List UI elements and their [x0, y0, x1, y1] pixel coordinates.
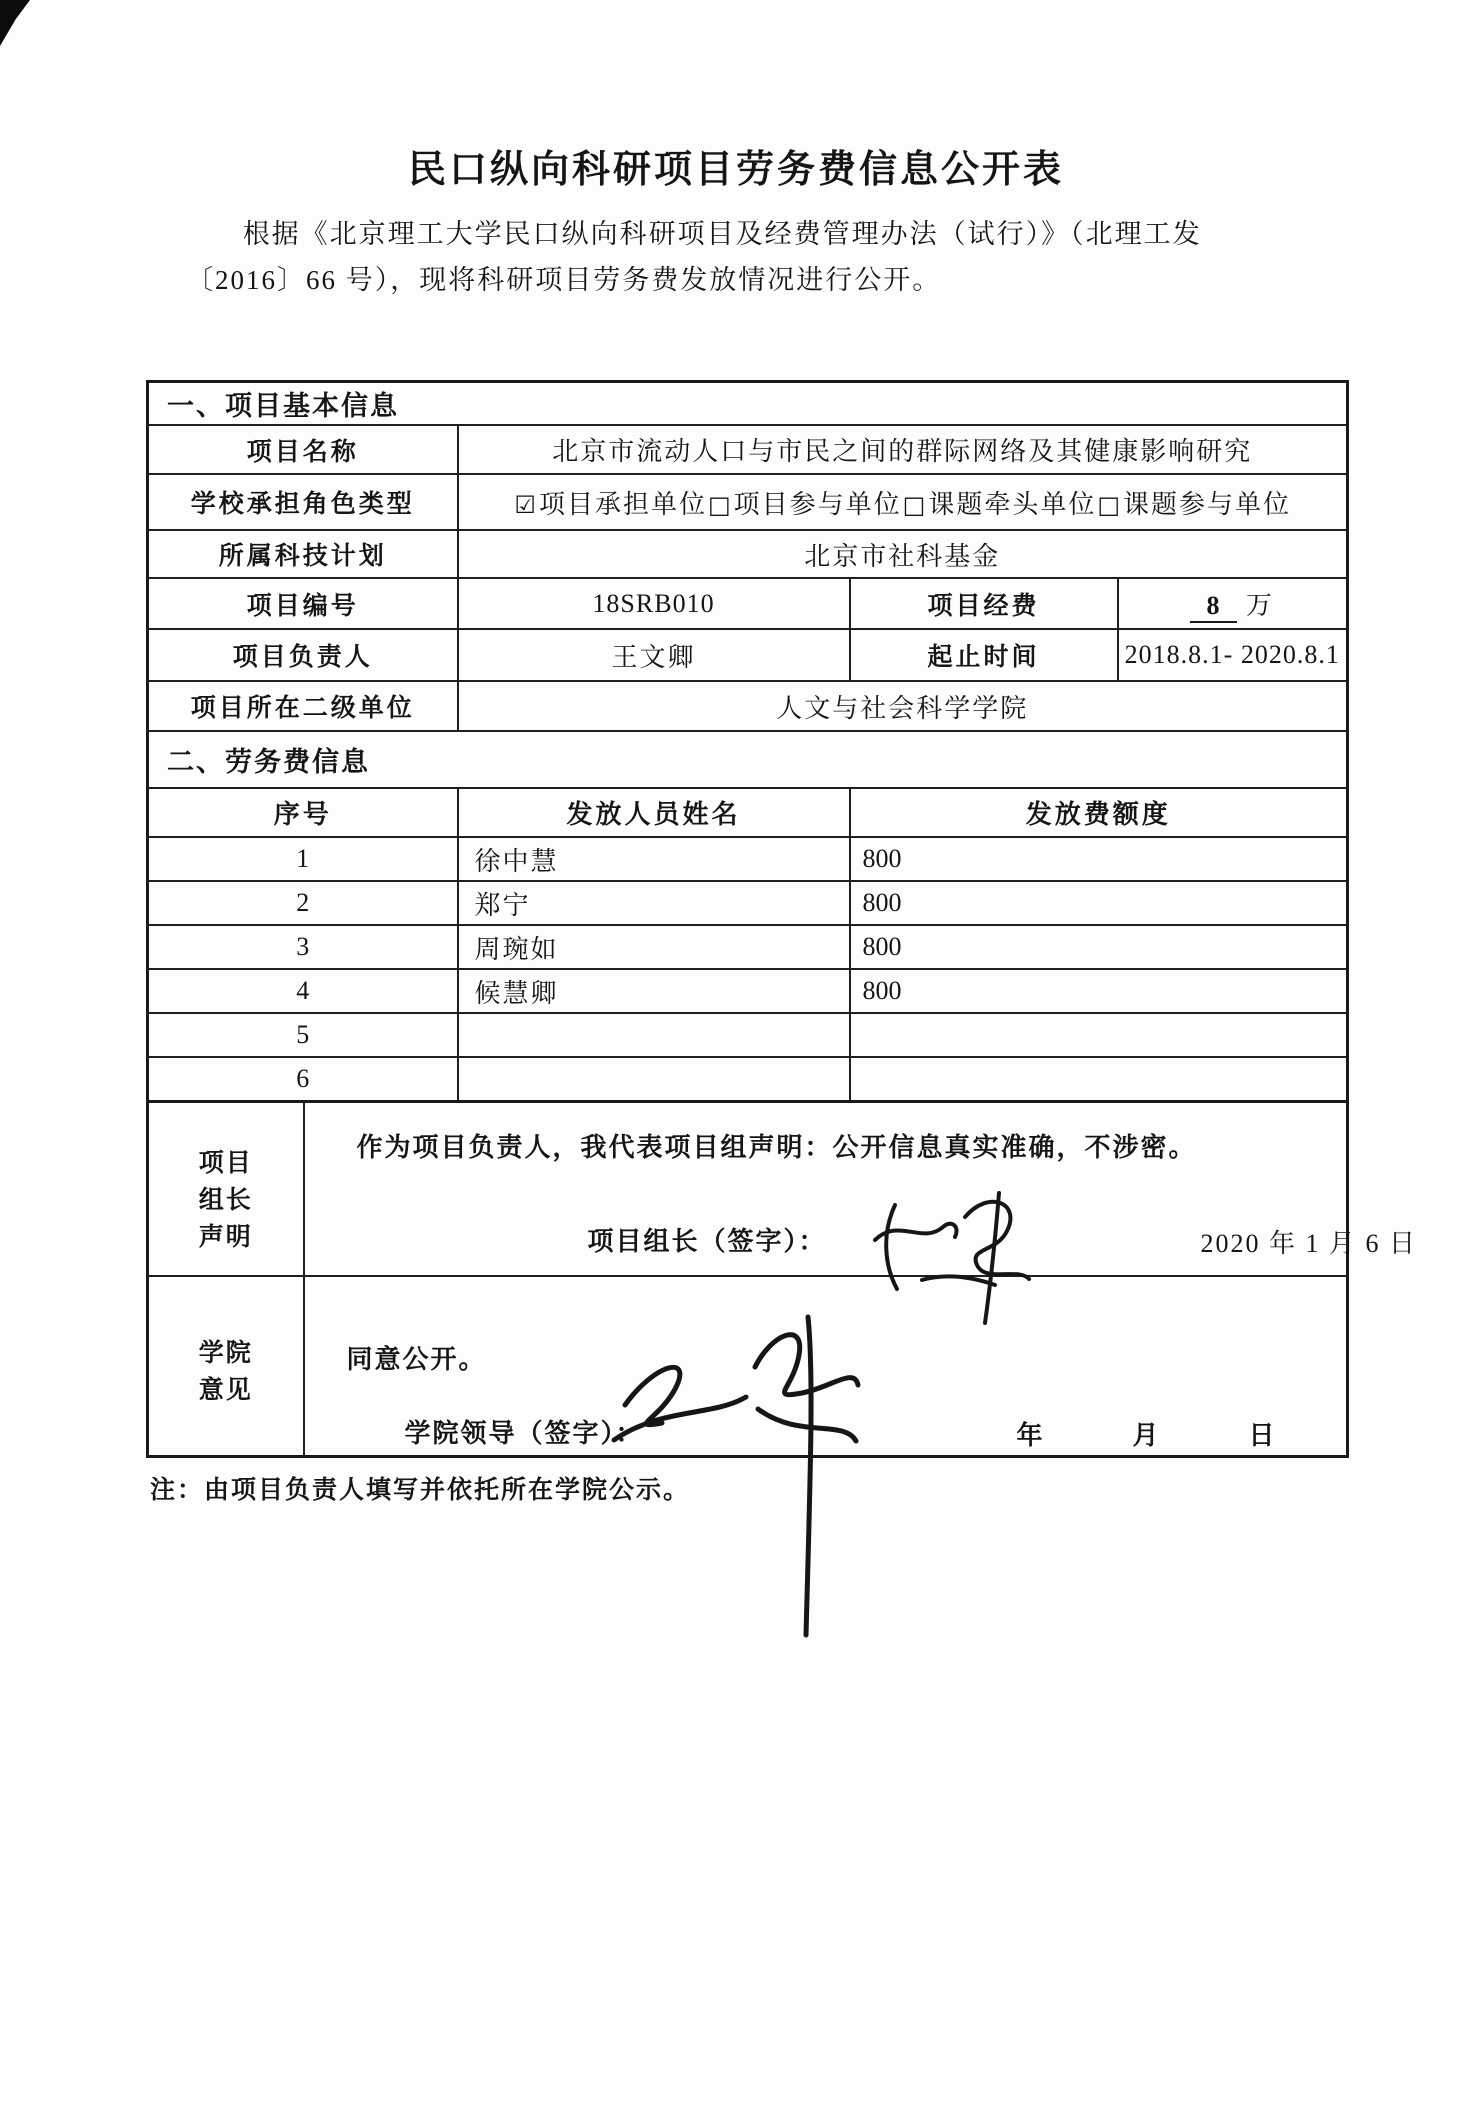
month-label: 月	[1132, 1421, 1159, 1451]
row-amount	[850, 1057, 1348, 1101]
section2-heading: 二、劳务费信息	[148, 731, 1348, 788]
row-no: 3	[148, 925, 458, 969]
row-no: 6	[148, 1057, 458, 1101]
year-label: 年	[1016, 1421, 1043, 1451]
unit-value: 人文与社会科学学院	[458, 681, 1348, 731]
duration-label: 起止时间	[850, 629, 1118, 681]
program-label: 所属科技计划	[148, 530, 458, 578]
checkbox-empty-icon: □	[707, 490, 733, 519]
duration-value: 2018.8.1- 2020.8.1	[1118, 629, 1348, 681]
row-no: 5	[148, 1013, 458, 1057]
declaration-label-line: 组长	[198, 1186, 253, 1214]
college-label-line: 学院	[198, 1340, 253, 1368]
checkbox-empty-icon: □	[902, 490, 928, 519]
row-name: 郑宁	[458, 881, 850, 925]
program-value: 北京市社科基金	[458, 530, 1348, 578]
project-info-table	[146, 380, 1349, 1103]
checkbox-empty-icon: □	[1097, 490, 1123, 519]
declaration-date: 2020 年 1 月 6 日	[1200, 1228, 1418, 1258]
day-label: 日	[1248, 1421, 1275, 1451]
funding-unit: 万	[1245, 590, 1274, 620]
project-no-value: 18SRB010	[458, 578, 850, 629]
row-amount: 800	[850, 925, 1348, 969]
role-option-label: 课题参与单位	[1123, 489, 1292, 519]
role-option-topic-lead-unit	[902, 490, 1097, 519]
funding-value	[1118, 578, 1348, 629]
role-type-options	[458, 474, 1348, 530]
table-row	[148, 1013, 1348, 1057]
role-option-label: 课题牵头单位	[928, 489, 1097, 519]
project-name-value: 北京市流动人口与市民之间的群际网络及其健康影响研究	[458, 425, 1348, 474]
table-row	[148, 925, 1348, 969]
row-name: 候慧卿	[458, 969, 850, 1013]
declaration-label	[148, 1101, 304, 1276]
declaration-cell	[304, 1101, 1418, 1276]
intro-line-1: 根据《北京理工大学民口纵向科研项目及经费管理办法（试行）》（北理工发	[242, 219, 1202, 249]
scan-corner-artifact	[0, 0, 30, 46]
leader-sign-label: 项目组长（签字）：	[587, 1226, 827, 1256]
college-leader-signature	[600, 1305, 910, 1655]
role-option-participant-unit	[707, 490, 902, 519]
table-row	[148, 881, 1348, 925]
column-header-amount: 发放费额度	[850, 788, 1348, 837]
row-no: 2	[148, 881, 458, 925]
college-label-line: 意见	[198, 1377, 253, 1405]
declaration-label-line: 声明	[198, 1223, 253, 1251]
row-name	[458, 1057, 850, 1101]
pi-label: 项目负责人	[148, 629, 458, 681]
page-title: 民口纵向科研项目劳务费信息公开表	[407, 147, 1064, 191]
signature-table	[146, 1100, 1418, 1458]
role-option-lead-unit	[513, 490, 707, 519]
role-option-label: 项目承担单位	[538, 489, 707, 519]
intro-line-2: 〔2016〕66 号），现将科研项目劳务费发放情况进行公开。	[186, 265, 942, 296]
role-type-label: 学校承担角色类型	[148, 474, 458, 530]
table-row	[148, 969, 1348, 1013]
row-amount: 800	[850, 837, 1348, 881]
row-amount: 800	[850, 881, 1348, 925]
college-opinion-cell	[304, 1276, 1348, 1456]
row-name	[458, 1013, 850, 1057]
funding-label: 项目经费	[850, 578, 1118, 629]
row-no: 1	[148, 837, 458, 881]
unit-label: 项目所在二级单位	[148, 681, 458, 731]
project-name-label: 项目名称	[148, 425, 458, 474]
row-no: 4	[148, 969, 458, 1013]
table-row	[148, 1057, 1348, 1101]
table-row	[148, 837, 1348, 881]
role-option-topic-participant-unit	[1096, 490, 1291, 519]
college-leader-sign-label: 学院领导（签字）：	[404, 1419, 644, 1449]
project-no-label: 项目编号	[148, 578, 458, 629]
intro-paragraph	[186, 211, 1266, 304]
college-agree-text: 同意公开。	[346, 1345, 487, 1375]
section1-heading: 一、项目基本信息	[148, 381, 1348, 425]
footnote: 注：由项目负责人填写并依托所在学院公示。	[150, 1476, 691, 1504]
row-amount	[850, 1013, 1348, 1057]
role-option-label: 项目参与单位	[733, 489, 902, 519]
row-amount: 800	[850, 969, 1348, 1013]
row-name: 徐中慧	[458, 837, 850, 881]
row-name: 周琬如	[458, 925, 850, 969]
pi-value: 王文卿	[458, 629, 850, 681]
declaration-statement: 作为项目负责人，我代表项目组声明：公开信息真实准确，不涉密。	[356, 1132, 1197, 1162]
column-header-name: 发放人员姓名	[458, 788, 850, 837]
funding-amount: 8	[1190, 591, 1237, 623]
checkbox-checked-icon: ☑	[514, 490, 538, 519]
college-opinion-label	[148, 1276, 304, 1456]
column-header-no: 序号	[148, 788, 458, 837]
declaration-label-line: 项目	[198, 1149, 253, 1177]
